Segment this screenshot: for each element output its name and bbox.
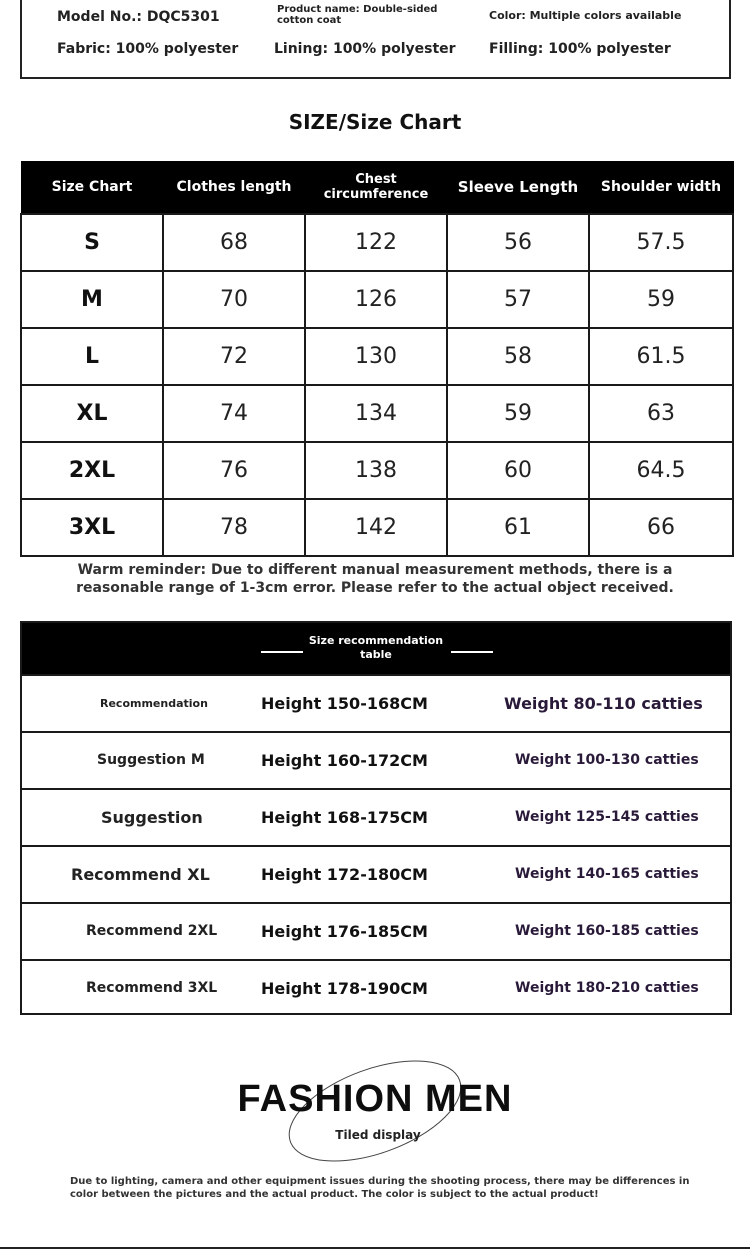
size-cell: S xyxy=(21,214,163,271)
filling-info: Filling: 100% polyester xyxy=(489,41,671,57)
height-range: Height 176-185CM xyxy=(261,922,428,941)
recommendation-label: Suggestion xyxy=(101,808,203,827)
header-clothes-length: Clothes length xyxy=(163,162,305,214)
clothes-length-cell: 68 xyxy=(163,214,305,271)
clothes-length-cell: 72 xyxy=(163,328,305,385)
bottom-divider xyxy=(0,1247,750,1249)
size-cell: M xyxy=(21,271,163,328)
recommendation-header xyxy=(22,623,730,674)
clothes-length-cell: 76 xyxy=(163,442,305,499)
header-chest-circumference: Chest circumference xyxy=(305,162,447,214)
table-row xyxy=(21,328,733,385)
model-no: Model No.: DQC5301 xyxy=(57,9,220,25)
shoulder-cell: 66 xyxy=(589,499,733,556)
table-row xyxy=(21,385,733,442)
header-size-chart: Size Chart xyxy=(21,162,163,214)
size-chart-header-row xyxy=(21,162,733,214)
size-cell: XL xyxy=(21,385,163,442)
height-range: Height 172-180CM xyxy=(261,865,428,884)
recommendation-label: Recommend 3XL xyxy=(86,980,218,996)
size-chart-title: SIZE/Size Chart xyxy=(288,110,462,134)
weight-range: Weight 140-165 catties xyxy=(515,866,699,882)
recommendation-label: Recommendation xyxy=(100,697,208,710)
size-cell: 3XL xyxy=(21,499,163,556)
table-row xyxy=(21,214,733,271)
table-row xyxy=(21,442,733,499)
weight-range: Weight 160-185 catties xyxy=(515,923,699,939)
shoulder-cell: 61.5 xyxy=(589,328,733,385)
weight-range: Weight 125-145 catties xyxy=(515,809,699,825)
chest-cell: 126 xyxy=(305,271,447,328)
clothes-length-cell: 74 xyxy=(163,385,305,442)
table-row xyxy=(22,731,730,788)
measurement-reminder: Warm reminder: Due to different manual measurement methods, there is a reasonable range of 1-3cm error. Please refer to the actual object received. xyxy=(76,562,674,596)
product-info-box xyxy=(20,0,731,79)
recommendation-label: Recommend XL xyxy=(71,865,210,884)
table-row xyxy=(22,845,730,902)
weight-range: Weight 80-110 catties xyxy=(504,694,703,713)
table-row xyxy=(21,499,733,556)
table-row xyxy=(22,959,730,1016)
lining-info: Lining: 100% polyester xyxy=(274,41,456,57)
sleeve-cell: 57 xyxy=(447,271,589,328)
shoulder-cell: 63 xyxy=(589,385,733,442)
weight-range: Weight 180-210 catties xyxy=(515,980,699,996)
clothes-length-cell: 78 xyxy=(163,499,305,556)
shoulder-cell: 64.5 xyxy=(589,442,733,499)
chest-cell: 134 xyxy=(305,385,447,442)
size-cell: L xyxy=(21,328,163,385)
recommendation-label: Recommend 2XL xyxy=(86,923,218,939)
header-sleeve-length: Sleeve Length xyxy=(447,162,589,214)
recommendation-title: Size recommendation table xyxy=(308,634,444,661)
sleeve-cell: 58 xyxy=(447,328,589,385)
sleeve-cell: 60 xyxy=(447,442,589,499)
weight-range: Weight 100-130 catties xyxy=(515,752,699,768)
height-range: Height 168-175CM xyxy=(261,808,428,827)
sleeve-cell: 59 xyxy=(447,385,589,442)
clothes-length-cell: 70 xyxy=(163,271,305,328)
header-divider-right xyxy=(451,651,493,653)
chest-cell: 122 xyxy=(305,214,447,271)
fabric-info: Fabric: 100% polyester xyxy=(57,41,239,57)
size-chart-table xyxy=(20,161,734,557)
size-cell: 2XL xyxy=(21,442,163,499)
size-recommendation-table xyxy=(20,621,732,1015)
table-row xyxy=(22,788,730,845)
header-shoulder-width: Shoulder width xyxy=(589,162,733,214)
product-name: Product name: Double-sided cotton coat xyxy=(277,4,438,26)
height-range: Height 178-190CM xyxy=(261,979,428,998)
color-info: Color: Multiple colors available xyxy=(489,9,682,22)
fashion-men-logo: FASHION MEN xyxy=(237,1078,513,1120)
color-disclaimer: Due to lighting, camera and other equipment issues during the shooting process, there may be differences in color between the pictures and the actual product. The color is subject to the actual product! xyxy=(70,1176,690,1200)
height-range: Height 160-172CM xyxy=(261,751,428,770)
sleeve-cell: 56 xyxy=(447,214,589,271)
sleeve-cell: 61 xyxy=(447,499,589,556)
recommendation-label: Suggestion M xyxy=(97,752,205,768)
height-range: Height 150-168CM xyxy=(261,694,428,713)
table-row xyxy=(22,902,730,959)
table-row xyxy=(21,271,733,328)
shoulder-cell: 57.5 xyxy=(589,214,733,271)
tiled-display-label: Tiled display xyxy=(335,1128,421,1142)
chest-cell: 138 xyxy=(305,442,447,499)
chest-cell: 142 xyxy=(305,499,447,556)
table-row xyxy=(22,674,730,731)
chest-cell: 130 xyxy=(305,328,447,385)
shoulder-cell: 59 xyxy=(589,271,733,328)
